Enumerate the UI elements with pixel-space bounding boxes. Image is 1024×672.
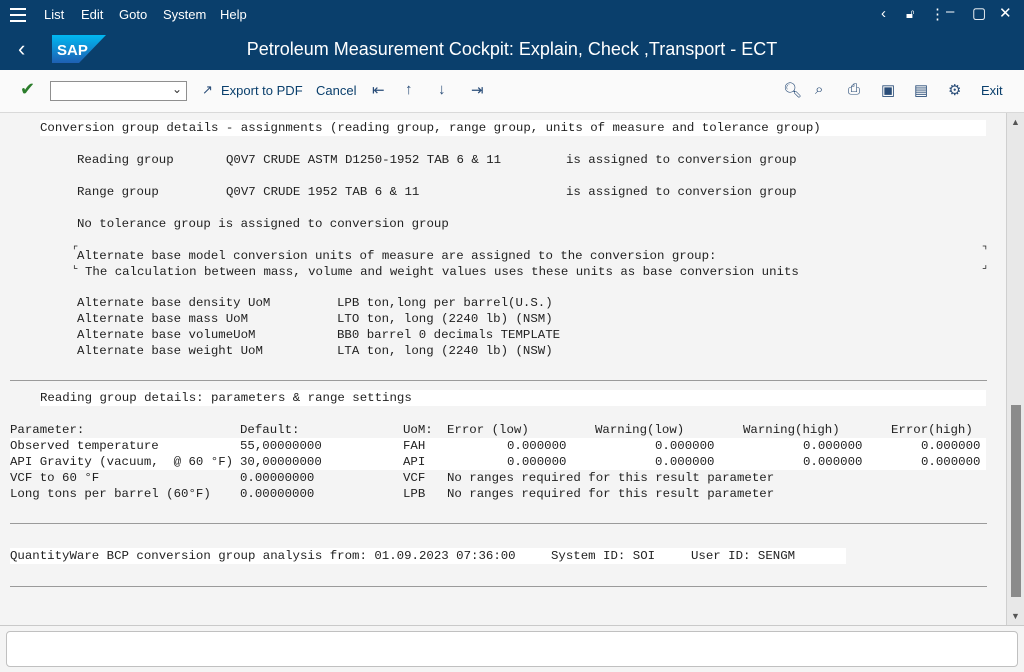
uom-density-label: Alternate base density UoM <box>77 296 271 310</box>
row4-uom: LPB <box>403 487 426 501</box>
selection-corner-tl: ⌜ <box>73 246 79 258</box>
export-pdf-icon[interactable]: ↗ <box>202 82 213 97</box>
uom-weight-value: LTA ton, long (2240 lb) (NSW) <box>337 344 553 358</box>
uom-volume-value: BB0 barrel 0 decimals TEMPLATE <box>337 328 561 342</box>
uom-mass-value: LTO ton, long (2240 lb) (NSM) <box>337 312 553 326</box>
range-group-label: Range group <box>77 185 159 199</box>
analysis-info: QuantityWare BCP conversion group analysis from: 01.09.2023 07:36:00 <box>10 549 516 563</box>
search-next-icon[interactable]: ⌕ <box>815 81 824 98</box>
selection-corner-tr: ⌝ <box>982 246 988 258</box>
row1-default: 55,00000000 <box>240 439 322 453</box>
reading-group-value: Q0V7 CRUDE ASTM D1250-1952 TAB 6 & 11 <box>226 153 502 167</box>
section2-heading: Reading group details: parameters & range settings <box>40 391 412 405</box>
window-icon[interactable]: ▤ <box>914 82 929 99</box>
uom-volume-label: Alternate base volumeUoM <box>77 328 256 342</box>
menu-edit[interactable]: Edit <box>81 7 104 22</box>
col-parameter: Parameter: <box>10 423 85 437</box>
range-group-assigned: is assigned to conversion group <box>566 185 797 199</box>
row1-param: Observed temperature <box>10 439 159 453</box>
row4-param: Long tons per barrel (60°F) <box>10 487 211 501</box>
back-arrow-icon[interactable]: ‹ <box>18 36 26 61</box>
export-pdf-button[interactable]: Export to PDF <box>221 83 303 98</box>
row2-error-high: 0.000000 <box>921 455 981 469</box>
col-warning-low: Warning(low) <box>595 423 685 437</box>
svg-text:SAP: SAP <box>57 42 88 59</box>
divider <box>10 586 987 587</box>
uom-density-value: LPB ton,long per barrel(U.S.) <box>337 296 553 310</box>
screen-layout-icon[interactable]: ▣ <box>881 82 896 99</box>
selection-corner-bl: ⌞ <box>73 260 79 272</box>
divider <box>10 523 987 524</box>
minimize-icon[interactable]: – <box>946 3 955 20</box>
section1-heading: Conversion group details - assignments (reading group, range group, units of measure and tolerance group) <box>40 121 821 135</box>
menu-bar <box>0 0 1024 30</box>
command-combo-box[interactable] <box>50 81 187 101</box>
row3-note: No ranges required for this result parameter <box>447 471 775 485</box>
command-field[interactable] <box>6 631 1018 667</box>
application-toolbar <box>0 70 1024 113</box>
back-nav-icon[interactable]: ‹ <box>881 5 886 22</box>
menu-list[interactable]: List <box>44 7 65 22</box>
exit-button[interactable]: Exit <box>981 83 1003 98</box>
row2-warning-high: 0.000000 <box>803 455 863 469</box>
row2-param: API Gravity (vacuum, @ 60 °F) <box>10 455 234 469</box>
row2-default: 30,00000000 <box>240 455 322 469</box>
row4-default: 0.00000000 <box>240 487 315 501</box>
command-bar <box>0 625 1024 672</box>
row3-param: VCF to 60 °F <box>10 471 100 485</box>
row4-note: No ranges required for this result parameter <box>447 487 775 501</box>
search-icon[interactable]: 🔍︎ <box>783 82 803 99</box>
alternate-uom-line2: The calculation between mass, volume and weight values uses these units as base conversion units <box>85 265 799 279</box>
menu-goto[interactable]: Goto <box>119 7 148 22</box>
scroll-up-icon[interactable]: ▲ <box>1011 117 1020 127</box>
menu-help[interactable]: Help <box>220 7 247 22</box>
vertical-scrollbar[interactable] <box>1006 113 1024 625</box>
system-id: System ID: SOI <box>551 549 656 563</box>
row1-uom: FAH <box>403 439 426 453</box>
unlock-icon[interactable]: 🔓︎ <box>906 6 915 21</box>
confirm-check-icon[interactable]: ✔ <box>20 79 36 99</box>
col-warning-high: Warning(high) <box>743 423 840 437</box>
hamburger-menu-icon[interactable] <box>10 8 26 22</box>
uom-mass-label: Alternate base mass UoM <box>77 312 249 326</box>
row1-warning-low: 0.000000 <box>655 439 715 453</box>
next-page-icon[interactable]: ↓ <box>438 81 446 98</box>
close-icon[interactable]: ✕ <box>999 5 1012 22</box>
col-error-low: Error (low) <box>447 423 529 437</box>
range-group-value: Q0V7 CRUDE 1952 TAB 6 & 11 <box>226 185 420 199</box>
cancel-button[interactable]: Cancel <box>316 83 357 98</box>
user-id: User ID: SENGM <box>691 549 796 563</box>
row2-uom: API <box>403 455 426 469</box>
no-tolerance-text: No tolerance group is assigned to conversion group <box>77 217 449 231</box>
last-page-icon[interactable]: ⇥ <box>471 82 484 99</box>
menu-system[interactable]: System <box>163 7 207 22</box>
page-title: Petroleum Measurement Cockpit: Explain, Check ,Transport - ECT <box>246 39 778 59</box>
report-content <box>0 113 1006 625</box>
col-uom: UoM: <box>403 423 433 437</box>
uom-weight-label: Alternate base weight UoM <box>77 344 263 358</box>
row2-warning-low: 0.000000 <box>655 455 715 469</box>
col-error-high: Error(high) <box>891 423 973 437</box>
chevron-down-icon[interactable]: ⌄ <box>171 82 182 96</box>
alternate-uom-line1: Alternate base model conversion units of measure are assigned to the conversion group: <box>77 249 717 263</box>
col-default: Default: <box>240 423 300 437</box>
divider <box>10 380 987 381</box>
settings-icon[interactable]: ⚙ <box>948 82 962 99</box>
print-icon[interactable]: ⎙ <box>848 81 861 98</box>
row1-error-low: 0.000000 <box>507 439 567 453</box>
first-page-icon[interactable]: ⇤ <box>372 82 385 99</box>
scroll-down-icon[interactable]: ▼ <box>1011 611 1020 621</box>
row1-error-high: 0.000000 <box>921 439 981 453</box>
title-bar <box>0 30 1024 70</box>
maximize-icon[interactable]: ▢ <box>972 5 987 22</box>
row1-warning-high: 0.000000 <box>803 439 863 453</box>
reading-group-label: Reading group <box>77 153 174 167</box>
row3-default: 0.00000000 <box>240 471 315 485</box>
more-options-icon[interactable]: ⋮ <box>930 6 945 23</box>
scrollbar-thumb[interactable] <box>1011 405 1021 597</box>
row3-uom: VCF <box>403 471 426 485</box>
selection-corner-br: ⌟ <box>982 260 988 272</box>
previous-page-icon[interactable]: ↑ <box>405 81 413 98</box>
reading-group-assigned: is assigned to conversion group <box>566 153 797 167</box>
row2-error-low: 0.000000 <box>507 455 567 469</box>
